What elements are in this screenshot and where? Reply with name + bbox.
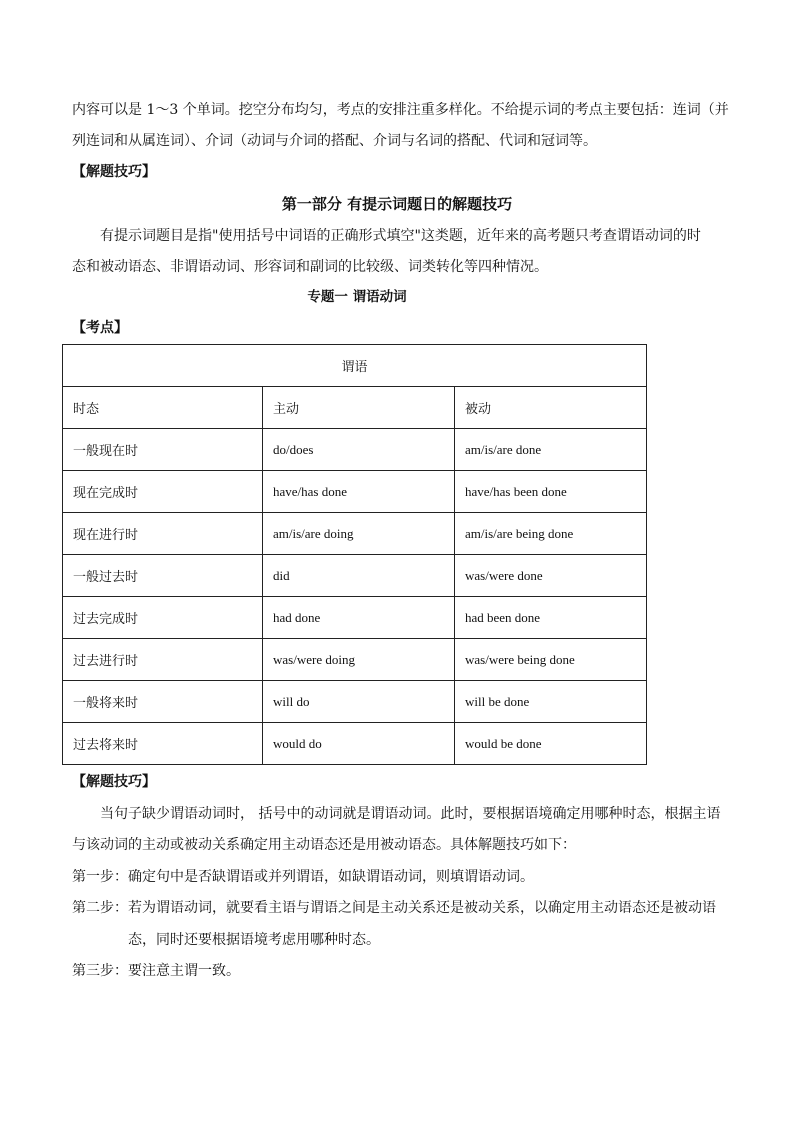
- table-cell-tense: 现在进行时: [63, 513, 263, 555]
- table-cell-passive: will be done: [455, 681, 647, 723]
- table-cell-passive: would be done: [455, 723, 647, 765]
- table-cell-active: do/does: [263, 429, 455, 471]
- table-cell-tense: 过去将来时: [63, 723, 263, 765]
- table-cell-tense: 一般过去时: [63, 555, 263, 597]
- table-caption: 谓语: [63, 345, 647, 387]
- step-one: 第一步：确定句中是否缺谓语或并列谓语，如缺谓语动词，则填谓语动词。: [72, 869, 534, 885]
- part-one-title: 第一部分 有提示词题日的解题技巧: [281, 195, 513, 213]
- table-row: [63, 513, 647, 555]
- table-header-passive: 被动: [455, 387, 647, 429]
- topic-title: 专题一 谓语动词: [307, 289, 407, 305]
- step-two-line-1: 第二步：若为谓语动词，就要看主语与谓语之间是主动关系还是被动关系，以确定用主动语态还是被动语: [72, 900, 716, 916]
- table-cell-active: am/is/are doing: [263, 513, 455, 555]
- table-header-tense: 时态: [63, 387, 263, 429]
- table-row: [63, 555, 647, 597]
- step-two-line-2: 态，同时还要根据语境考虑用哪种时态。: [128, 932, 380, 948]
- table-cell-active: have/has done: [263, 471, 455, 513]
- table-cell-active: will do: [263, 681, 455, 723]
- table-cell-passive: was/were being done: [455, 639, 647, 681]
- techniques-para-1: 当句子缺少谓语动词时， 括号中的动词就是谓语动词。此时，要根据语境确定用哪种时态，根据主语: [100, 806, 721, 822]
- table-cell-active: would do: [263, 723, 455, 765]
- part-one-desc-2: 态和被动语态、非谓语动词、形容词和副词的比较级、词类转化等四种情况。: [72, 259, 548, 275]
- table-cell-passive: am/is/are done: [455, 429, 647, 471]
- table-cell-active: had done: [263, 597, 455, 639]
- section-title-techniques-2: 【解题技巧】: [72, 774, 156, 790]
- table-cell-tense: 一般现在时: [63, 429, 263, 471]
- table-cell-passive: had been done: [455, 597, 647, 639]
- table-cell-passive: have/has been done: [455, 471, 647, 513]
- table-cell-passive: was/were done: [455, 555, 647, 597]
- table-cell-active: did: [263, 555, 455, 597]
- intro-line-1: 内容可以是 1～3 个单词。挖空分布均匀，考点的安排注重多样化。不给提示词的考点主要包括：连词（并: [72, 102, 729, 118]
- table-header-active: 主动: [263, 387, 455, 429]
- intro-line-2: 列连词和从属连词）、介词（动词与介词的搭配、介词与名词的搭配、代词和冠词等。: [72, 133, 597, 149]
- table-cell-active: was/were doing: [263, 639, 455, 681]
- section-title-techniques: 【解题技巧】: [72, 164, 156, 180]
- table-row: [63, 681, 647, 723]
- table-cell-tense: 过去进行时: [63, 639, 263, 681]
- part-one-desc-1: 有提示词题目是指"使用括号中词语的正确形式填空"这类题，近年来的高考题只考查谓语动词的时: [100, 228, 701, 244]
- table-cell-passive: am/is/are being done: [455, 513, 647, 555]
- table-row: [63, 429, 647, 471]
- section-title-kaodian: 【考点】: [72, 320, 128, 336]
- table-cell-tense: 现在完成时: [63, 471, 263, 513]
- table-caption-row: [63, 345, 647, 387]
- table-row: [63, 723, 647, 765]
- table-cell-tense: 过去完成时: [63, 597, 263, 639]
- table-row: [63, 597, 647, 639]
- predicate-tense-table: [62, 344, 647, 765]
- table-row: [63, 639, 647, 681]
- table-row: [63, 471, 647, 513]
- table-header-row: [63, 387, 647, 429]
- table-cell-tense: 一般将来时: [63, 681, 263, 723]
- techniques-para-2: 与该动词的主动或被动关系确定用主动语态还是用被动语态。具体解题技巧如下：: [72, 837, 576, 853]
- step-three: 第三步：要注意主谓一致。: [72, 963, 240, 979]
